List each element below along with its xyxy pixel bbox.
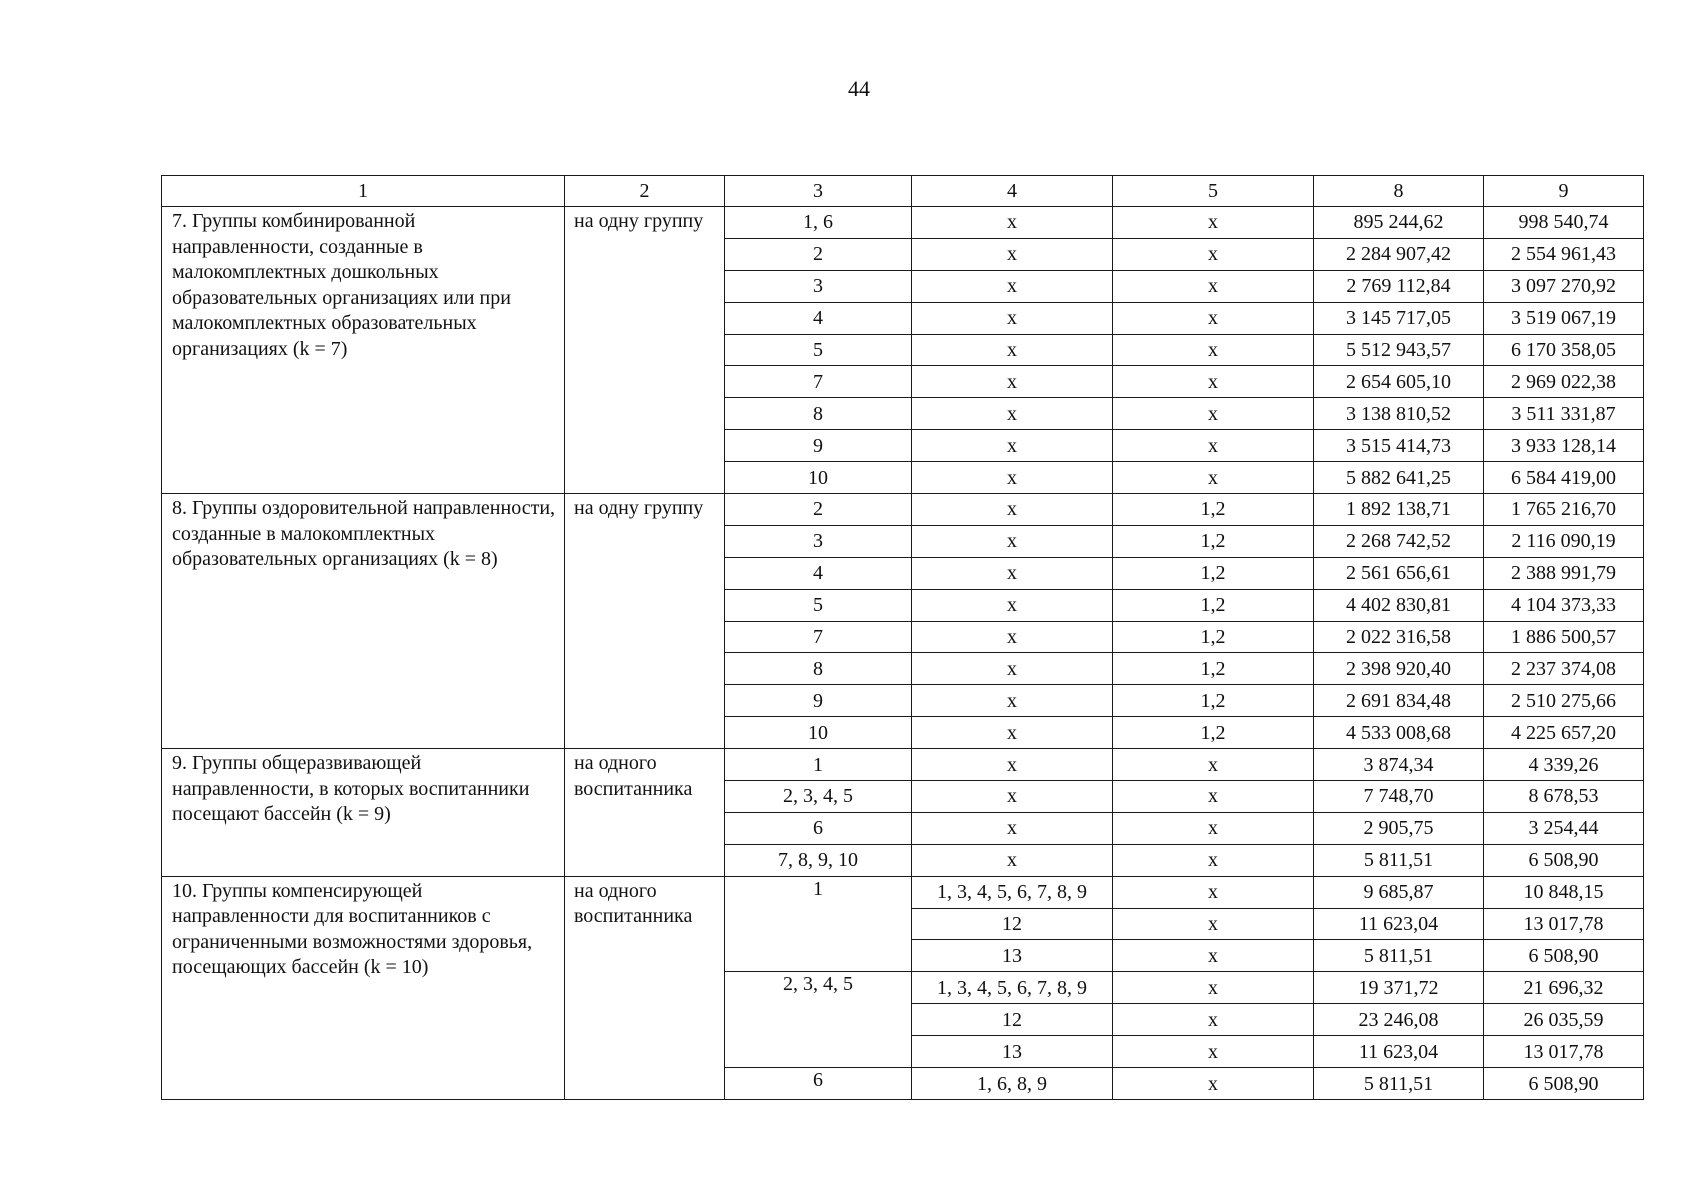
column-number: 5 (1113, 176, 1314, 207)
norm-value-col8: 2 398 920,40 (1314, 653, 1484, 685)
age-category: 2, 3, 4, 5 (725, 972, 912, 1068)
norm-value-col9: 4 225 657,20 (1484, 717, 1644, 749)
norm-value-col8: 3 145 717,05 (1314, 302, 1484, 334)
coefficient: x (1113, 876, 1314, 908)
norm-value-col8: 5 882 641,25 (1314, 462, 1484, 494)
norm-value-col9: 2 116 090,19 (1484, 525, 1644, 557)
norm-value-col8: 5 811,51 (1314, 1068, 1484, 1100)
norm-value-col8: 4 533 008,68 (1314, 717, 1484, 749)
coefficient: x (1113, 462, 1314, 494)
norm-value-col9: 3 933 128,14 (1484, 430, 1644, 462)
norm-value-col8: 2 691 834,48 (1314, 685, 1484, 717)
age-category: 3 (725, 270, 912, 302)
column-4-value: x (912, 749, 1113, 781)
group-description: 8. Группы оздоровительной направленности, созданные в малокомплектных образовательных организациях (k = 8) (162, 494, 565, 749)
column-number: 1 (162, 176, 565, 207)
column-4-value: x (912, 685, 1113, 717)
age-category: 2 (725, 238, 912, 270)
norm-value-col9: 2 554 961,43 (1484, 238, 1644, 270)
norm-value-col9: 3 097 270,92 (1484, 270, 1644, 302)
column-number-row (162, 176, 1644, 207)
norm-value-col9: 4 339,26 (1484, 749, 1644, 781)
coefficient: x (1113, 908, 1314, 940)
age-category: 1, 6 (725, 207, 912, 239)
coefficient: x (1113, 844, 1314, 876)
group-description: 9. Группы общеразвивающей направленности, в которых воспитанники посещают бассейн (k = 9) (162, 749, 565, 877)
table-row (162, 207, 1644, 239)
norm-value-col9: 3 254,44 (1484, 812, 1644, 844)
column-4-value: x (912, 589, 1113, 621)
norm-value-col9: 13 017,78 (1484, 908, 1644, 940)
norm-value-col9: 6 584 419,00 (1484, 462, 1644, 494)
column-number: 2 (565, 176, 725, 207)
column-number: 9 (1484, 176, 1644, 207)
norm-value-col8: 2 561 656,61 (1314, 557, 1484, 589)
norm-value-col9: 6 170 358,05 (1484, 334, 1644, 366)
norm-value-col9: 26 035,59 (1484, 1004, 1644, 1036)
norm-value-col8: 2 769 112,84 (1314, 270, 1484, 302)
age-category: 1 (725, 876, 912, 972)
coefficient: x (1113, 302, 1314, 334)
coefficient: x (1113, 972, 1314, 1004)
norm-value-col9: 13 017,78 (1484, 1036, 1644, 1068)
norm-value-col8: 5 512 943,57 (1314, 334, 1484, 366)
column-4-value: x (912, 430, 1113, 462)
age-category: 9 (725, 430, 912, 462)
norm-value-col9: 2 237 374,08 (1484, 653, 1644, 685)
norm-value-col9: 6 508,90 (1484, 844, 1644, 876)
table-row (162, 749, 1644, 781)
age-category: 9 (725, 685, 912, 717)
norm-value-col8: 895 244,62 (1314, 207, 1484, 239)
norm-value-col9: 1 886 500,57 (1484, 621, 1644, 653)
norm-value-col8: 2 022 316,58 (1314, 621, 1484, 653)
coefficient: 1,2 (1113, 717, 1314, 749)
column-4-value: 12 (912, 908, 1113, 940)
column-4-value: x (912, 557, 1113, 589)
norm-value-col8: 3 515 414,73 (1314, 430, 1484, 462)
coefficient: x (1113, 238, 1314, 270)
norm-value-col8: 5 811,51 (1314, 844, 1484, 876)
norm-value-col8: 11 623,04 (1314, 908, 1484, 940)
column-4-value: 1, 3, 4, 5, 6, 7, 8, 9 (912, 876, 1113, 908)
coefficient: x (1113, 1004, 1314, 1036)
norm-value-col8: 9 685,87 (1314, 876, 1484, 908)
age-category: 8 (725, 398, 912, 430)
column-4-value: x (912, 238, 1113, 270)
norm-value-col9: 2 510 275,66 (1484, 685, 1644, 717)
norm-value-col9: 6 508,90 (1484, 1068, 1644, 1100)
column-4-value: x (912, 462, 1113, 494)
coefficient: x (1113, 781, 1314, 813)
age-category: 4 (725, 557, 912, 589)
column-4-value: x (912, 366, 1113, 398)
group-description: 10. Группы компенсирующей направленности для воспитанников с ограниченными возможностями здоровья, посещающих бассейн (k = 10) (162, 876, 565, 1099)
coefficient: x (1113, 812, 1314, 844)
table-row (162, 876, 1644, 908)
coefficient: x (1113, 334, 1314, 366)
group-description: 7. Группы комбинированной направленности, созданные в малокомплектных дошкольных образовательных организациях или при малокомплектных образовательных организациях (k = 7) (162, 207, 565, 494)
coefficient: 1,2 (1113, 653, 1314, 685)
norm-value-col8: 4 402 830,81 (1314, 589, 1484, 621)
age-category: 5 (725, 589, 912, 621)
coefficient: x (1113, 1036, 1314, 1068)
column-4-value: x (912, 398, 1113, 430)
age-category: 2 (725, 494, 912, 526)
coefficient: 1,2 (1113, 621, 1314, 653)
column-4-value: x (912, 781, 1113, 813)
coefficient: x (1113, 270, 1314, 302)
age-category: 4 (725, 302, 912, 334)
coefficient: x (1113, 430, 1314, 462)
norm-value-col8: 2 268 742,52 (1314, 525, 1484, 557)
column-4-value: x (912, 270, 1113, 302)
coefficient: 1,2 (1113, 557, 1314, 589)
page-number: 44 (848, 76, 870, 101)
group-unit: на одного воспитанника (565, 876, 725, 1099)
column-4-value: x (912, 844, 1113, 876)
column-4-value: 12 (912, 1004, 1113, 1036)
age-category: 1 (725, 749, 912, 781)
table-row (162, 494, 1644, 526)
norm-value-col9: 3 519 067,19 (1484, 302, 1644, 334)
coefficient: x (1113, 940, 1314, 972)
age-category: 7 (725, 621, 912, 653)
age-category: 8 (725, 653, 912, 685)
column-4-value: 13 (912, 1036, 1113, 1068)
age-category: 10 (725, 462, 912, 494)
column-4-value: x (912, 494, 1113, 526)
norm-value-col8: 5 811,51 (1314, 940, 1484, 972)
norm-value-col9: 2 969 022,38 (1484, 366, 1644, 398)
column-number: 3 (725, 176, 912, 207)
norm-value-col9: 4 104 373,33 (1484, 589, 1644, 621)
age-category: 3 (725, 525, 912, 557)
column-4-value: x (912, 525, 1113, 557)
norm-value-col8: 19 371,72 (1314, 972, 1484, 1004)
column-4-value: 13 (912, 940, 1113, 972)
tariff-table (161, 175, 1644, 1100)
norm-value-col9: 6 508,90 (1484, 940, 1644, 972)
age-category: 7, 8, 9, 10 (725, 844, 912, 876)
norm-value-col9: 10 848,15 (1484, 876, 1644, 908)
column-number: 4 (912, 176, 1113, 207)
norm-value-col8: 3 138 810,52 (1314, 398, 1484, 430)
norm-value-col9: 2 388 991,79 (1484, 557, 1644, 589)
age-category: 2, 3, 4, 5 (725, 781, 912, 813)
column-4-value: x (912, 621, 1113, 653)
group-unit: на одну группу (565, 494, 725, 749)
norm-value-col9: 8 678,53 (1484, 781, 1644, 813)
age-category: 7 (725, 366, 912, 398)
coefficient: x (1113, 749, 1314, 781)
column-4-value: x (912, 334, 1113, 366)
coefficient: 1,2 (1113, 685, 1314, 717)
column-4-value: x (912, 302, 1113, 334)
age-category: 10 (725, 717, 912, 749)
norm-value-col8: 1 892 138,71 (1314, 494, 1484, 526)
norm-value-col8: 23 246,08 (1314, 1004, 1484, 1036)
norm-value-col8: 2 284 907,42 (1314, 238, 1484, 270)
norm-value-col9: 21 696,32 (1484, 972, 1644, 1004)
age-category: 6 (725, 812, 912, 844)
column-4-value: x (912, 653, 1113, 685)
norm-value-col8: 2 654 605,10 (1314, 366, 1484, 398)
coefficient: x (1113, 1068, 1314, 1100)
group-unit: на одного воспитанника (565, 749, 725, 877)
norm-value-col9: 1 765 216,70 (1484, 494, 1644, 526)
column-number: 8 (1314, 176, 1484, 207)
norm-value-col8: 3 874,34 (1314, 749, 1484, 781)
coefficient: x (1113, 366, 1314, 398)
column-4-value: 1, 6, 8, 9 (912, 1068, 1113, 1100)
norm-value-col8: 2 905,75 (1314, 812, 1484, 844)
norm-value-col8: 7 748,70 (1314, 781, 1484, 813)
column-4-value: x (912, 717, 1113, 749)
norm-value-col9: 3 511 331,87 (1484, 398, 1644, 430)
coefficient: 1,2 (1113, 525, 1314, 557)
norm-value-col9: 998 540,74 (1484, 207, 1644, 239)
column-4-value: x (912, 207, 1113, 239)
group-unit: на одну группу (565, 207, 725, 494)
norm-value-col8: 11 623,04 (1314, 1036, 1484, 1068)
coefficient: 1,2 (1113, 589, 1314, 621)
column-4-value: 1, 3, 4, 5, 6, 7, 8, 9 (912, 972, 1113, 1004)
column-4-value: x (912, 812, 1113, 844)
age-category: 6 (725, 1068, 912, 1100)
coefficient: 1,2 (1113, 494, 1314, 526)
coefficient: x (1113, 398, 1314, 430)
age-category: 5 (725, 334, 912, 366)
coefficient: x (1113, 207, 1314, 239)
